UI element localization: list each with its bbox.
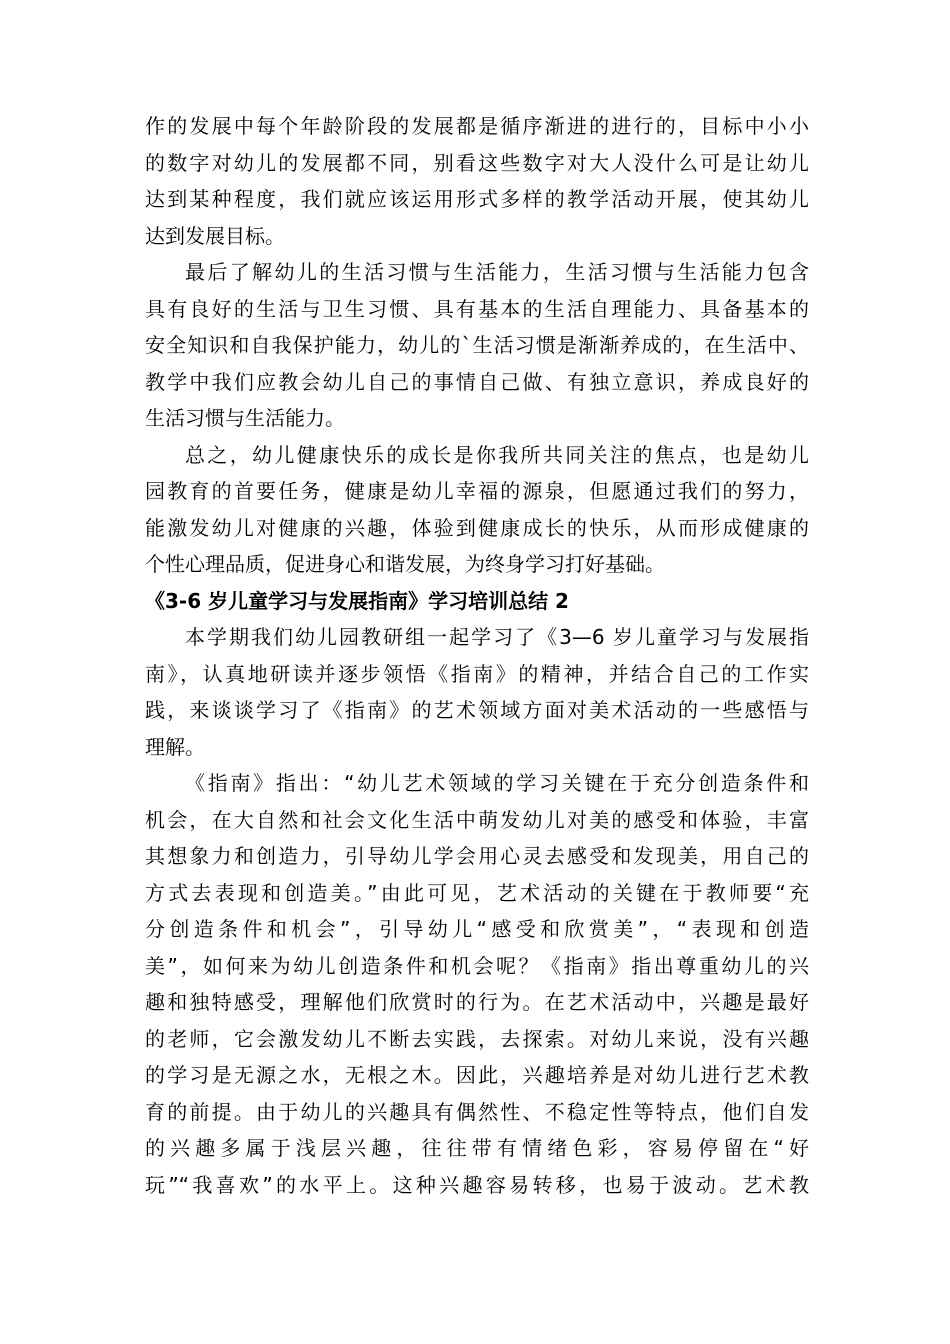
text-line: 达到某种程度，我们就应该运用形式多样的教学活动开展，使其幼儿 [145,187,809,211]
text-line: 的学习是无源之水，无根之木。因此，兴趣培养是对幼儿进行艺术教 [145,1063,809,1087]
text-line: 方式去表现和创造美。”由此可见，艺术活动的关键在于教师要“充 [145,880,809,905]
text-line: 趣和独特感受，理解他们欣赏时的行为。在艺术活动中，兴趣是最好 [145,990,809,1014]
text-line: 的兴趣多属于浅层兴趣，往往带有情绪色彩，容易停留在“好 [145,1136,809,1160]
text-line: 本学期我们幼儿园教研组一起学习了《3—6 岁儿童学习与发展指 [185,625,809,649]
text-line: 教学中我们应教会幼儿自己的事情自己做、有独立意识，养成良好的 [145,369,809,394]
text-line: 玩”“我喜欢”的水平上。这种兴趣容易转移，也易于波动。艺术教 [145,1172,809,1197]
text-line: 机会，在大自然和社会文化生活中萌发幼儿对美的感受和体验，丰富 [145,807,809,832]
text-line: 最后了解幼儿的生活习惯与生活能力，生活习惯与生活能力包含 [185,260,809,284]
text-line: 作的发展中每个年龄阶段的发展都是循序渐进的进行的，目标中小小 [145,114,809,138]
text-line: 生活习惯与生活能力。 [145,406,345,430]
text-line: 分创造条件和机会”，引导幼儿“感受和欣赏美”，“表现和创造 [145,917,809,941]
text-line: 理解。 [145,734,205,759]
section-heading: 《3-6 岁儿童学习与发展指南》学习培训总结 2 [145,588,569,613]
text-line: 总之，幼儿健康快乐的成长是你我所共同关注的焦点，也是幼儿 [185,442,809,467]
text-line: 育的前提。由于幼儿的兴趣具有偶然性、不稳定性等特点，他们自发 [145,1099,809,1124]
text-line: 达到发展目标。 [145,223,285,248]
text-line: 其想象力和创造力，引导幼儿学会用心灵去感受和发现美，用自己的 [145,844,809,868]
text-line: 安全知识和自我保护能力，幼儿的`生活习惯是渐渐养成的，在生活中、 [145,333,809,357]
text-line: 能激发幼儿对健康的兴趣，体验到健康成长的快乐，从而形成健康的 [145,515,809,540]
text-line: 《指南》指出：“幼儿艺术领域的学习关键在于充分创造条件和 [185,771,809,795]
text-line: 的数字对幼儿的发展都不同，别看这些数字对大人没什么可是让幼儿 [145,150,809,175]
text-line: 的老师，它会激发幼儿不断去实践，去探索。对幼儿来说，没有兴趣 [145,1026,809,1051]
text-line: 美”，如何来为幼儿创造条件和机会呢？《指南》指出尊重幼儿的兴 [145,953,809,978]
document-body [145,108,809,1203]
text-line: 个性心理品质，促进身心和谐发展，为终身学习打好基础。 [145,552,665,576]
text-line: 践，来谈谈学习了《指南》的艺术领域方面对美术活动的一些感悟与 [145,698,809,722]
text-line: 具有良好的生活与卫生习惯、具有基本的生活自理能力、具备基本的 [145,296,809,321]
text-line: 南》，认真地研读并逐步领悟《指南》的精神，并结合自己的工作实 [145,661,809,686]
text-line: 园教育的首要任务，健康是幼儿幸福的源泉，但愿通过我们的努力， [145,479,809,503]
